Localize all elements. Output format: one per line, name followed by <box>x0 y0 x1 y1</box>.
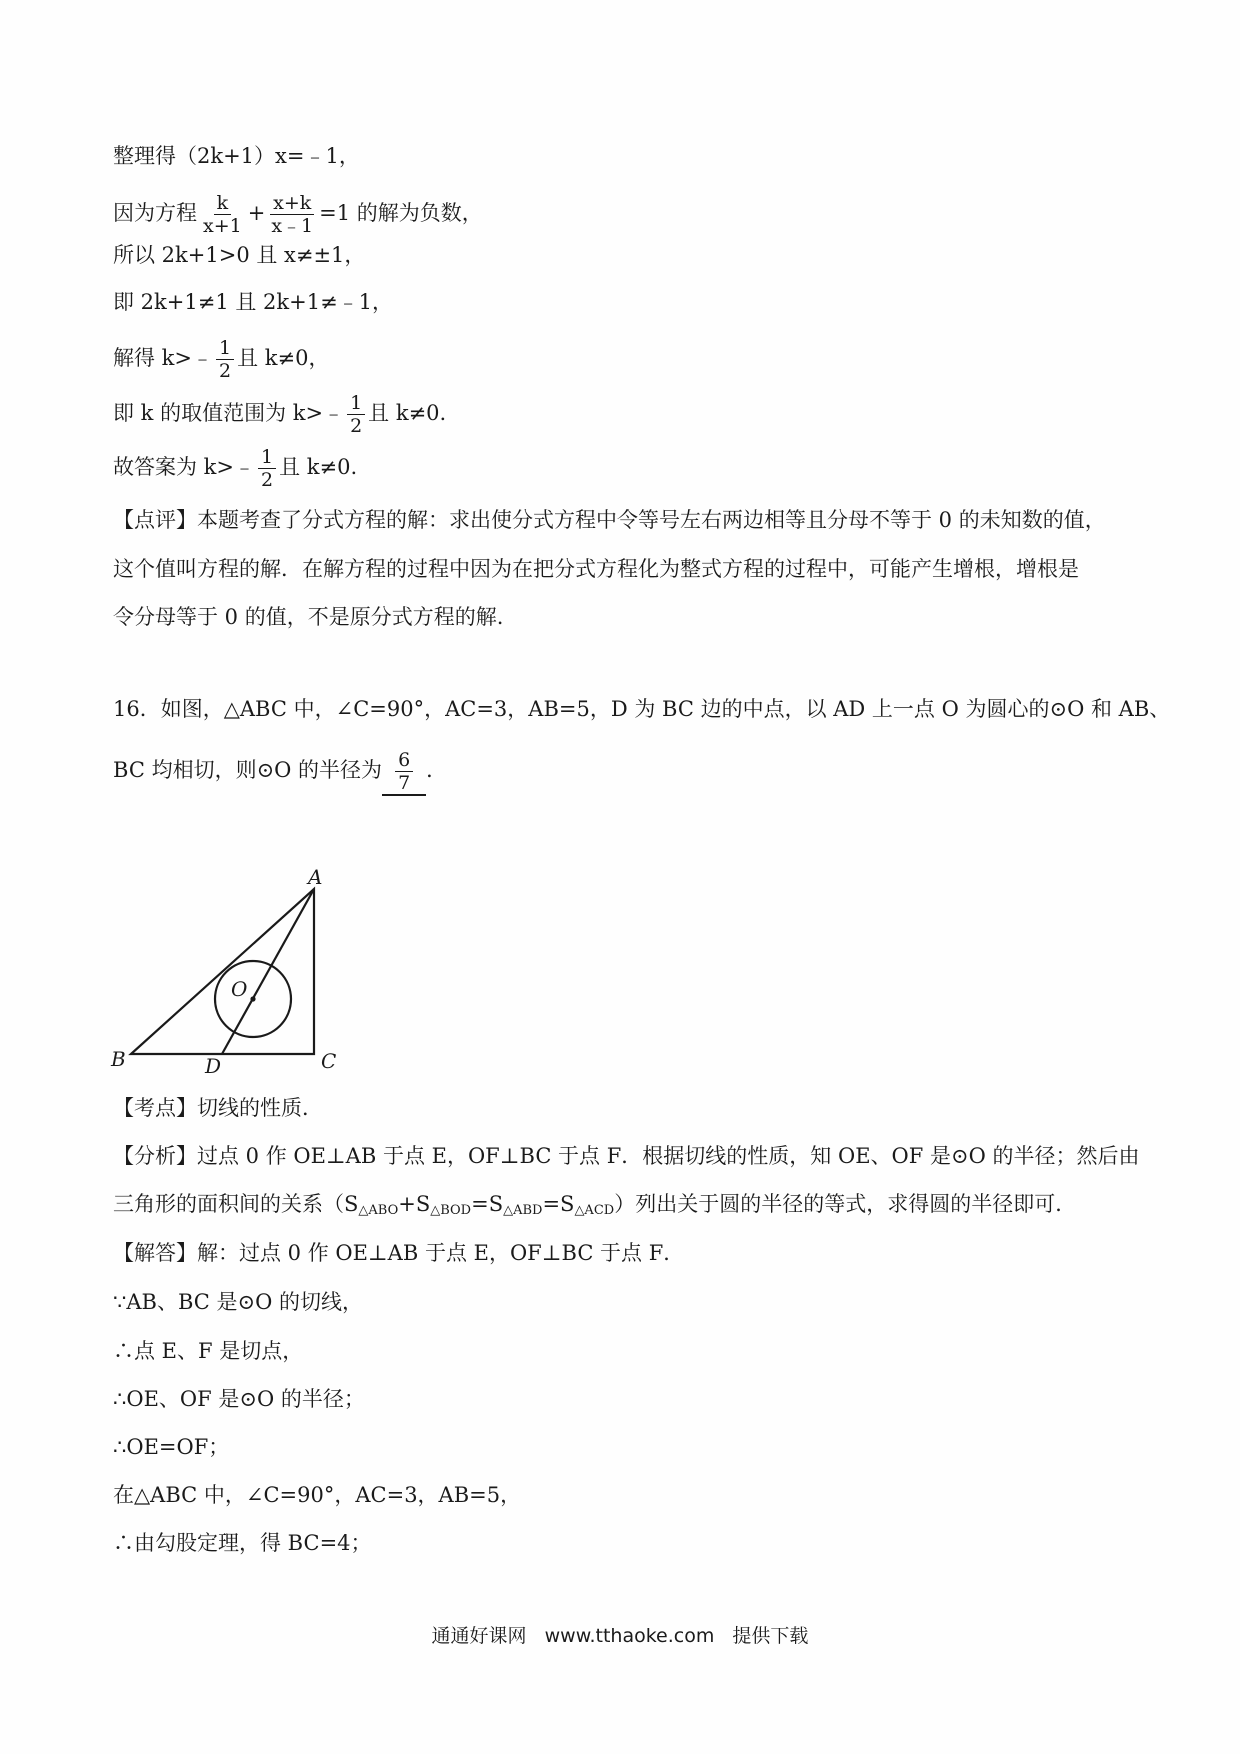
fraction <box>268 192 316 237</box>
step-line: ∵AB、BC 是⊙O 的切线， <box>113 1290 364 1314</box>
comment-line: 这个值叫方程的解．在解方程的过程中因为在把分式方程化为整式方程的过程中，可能产生增根，增根是 <box>113 557 1079 581</box>
segment-ad <box>222 889 314 1054</box>
text: 故答案为 k>﹣ <box>113 455 255 479</box>
denominator: x﹣1 <box>271 215 314 237</box>
kaodian-line: 【考点】切线的性质． <box>113 1096 323 1120</box>
fraction <box>200 192 245 237</box>
subscript: △ABO <box>358 1203 399 1218</box>
fraction <box>347 392 365 437</box>
label-c: C <box>321 1049 337 1073</box>
numerator: x+k <box>270 192 314 215</box>
numerator: k <box>214 192 232 215</box>
triangle-figure <box>105 860 355 1075</box>
label-b: B <box>111 1047 126 1071</box>
footer-url: www.tthaoke.com <box>544 1625 715 1647</box>
text: =S <box>542 1192 575 1216</box>
text: ． <box>426 758 448 782</box>
footer-site: 通通好课网 <box>431 1625 527 1647</box>
triangle-abc <box>131 889 314 1054</box>
numerator: 1 <box>216 337 234 360</box>
step-line: ∴OE=OF； <box>113 1435 230 1459</box>
solution-line: 即 2k+1≠1 且 2k+1≠﹣1， <box>113 290 394 314</box>
operator: + <box>247 201 266 225</box>
footer-action: 提供下载 <box>732 1625 809 1647</box>
text: 三角形的面积间的关系（S <box>113 1192 359 1216</box>
center-point-o <box>250 996 255 1001</box>
text: 且 k≠0. <box>368 401 447 425</box>
text: =S <box>471 1192 504 1216</box>
fraction <box>258 446 276 491</box>
subscript: △BOD <box>430 1203 472 1218</box>
subscript: △ACD <box>574 1203 615 1218</box>
label-o: O <box>231 977 248 1001</box>
text: 解得 k>﹣ <box>113 346 213 370</box>
solution-line-equation <box>113 192 483 237</box>
denominator: 2 <box>219 360 232 382</box>
label-a: A <box>308 865 323 889</box>
denominator: 7 <box>398 772 411 794</box>
solution-line-fraction <box>113 446 357 491</box>
comment-line: 【点评】本题考查了分式方程的解：求出使分式方程中令等号左右两边相等且分母不等于 0 的未知数的值， <box>113 508 1106 532</box>
step-line: ∴点 E、F 是切点， <box>113 1339 304 1363</box>
denominator: x+1 <box>203 215 242 237</box>
question-16-line: 16．如图，△ABC 中，∠C=90°，AC=3，AB=5，D 为 BC 边的中点，以 AD 上一点 O 为圆心的⊙O 和 AB、 <box>113 697 1171 721</box>
text: BC 均相切，则⊙O 的半径为 <box>113 758 383 782</box>
analysis-line-areas <box>113 1189 1076 1226</box>
analysis-line: 【分析】过点 0 作 OE⊥AB 于点 E，OF⊥BC 于点 F．根据切线的性质，知 OE、OF 是⊙O 的半径；然后由 <box>113 1144 1140 1168</box>
numerator: 1 <box>258 446 276 469</box>
solution-line: 所以 2k+1>0 且 x≠±1， <box>113 243 366 267</box>
text: 即 k 的取值范围为 k>﹣ <box>113 401 345 425</box>
step-line: ∴OE、OF 是⊙O 的半径； <box>113 1387 365 1411</box>
label-d: D <box>205 1054 222 1075</box>
step-line: ∴由勾股定理，得 BC=4； <box>113 1531 372 1555</box>
answer-line: 【解答】解：过点 0 作 OE⊥AB 于点 E，OF⊥BC 于点 F． <box>113 1241 685 1265</box>
numerator: 6 <box>395 749 413 772</box>
text: 且 k≠0. <box>279 455 358 479</box>
text: 且 k≠0， <box>237 346 330 370</box>
numerator: 1 <box>347 392 365 415</box>
text: =1 的解为负数， <box>319 201 483 225</box>
answer-fraction <box>395 749 413 794</box>
denominator: 2 <box>350 415 363 437</box>
solution-line: 整理得（2k+1）x=﹣1， <box>113 144 360 168</box>
solution-line-fraction <box>113 392 446 437</box>
answer-blank <box>382 749 426 796</box>
text: 因为方程 <box>113 201 197 225</box>
text: ）列出关于圆的半径的等式，求得圆的半径即可． <box>614 1192 1077 1216</box>
step-line: 在△ABC 中，∠C=90°，AC=3，AB=5， <box>113 1483 522 1507</box>
solution-line-fraction <box>113 337 329 382</box>
question-16-answer-line <box>113 749 447 796</box>
text: +S <box>398 1192 431 1216</box>
fraction <box>216 337 234 382</box>
page-footer <box>0 1621 1240 1648</box>
subscript: △ABD <box>503 1203 543 1218</box>
denominator: 2 <box>261 469 274 491</box>
comment-line: 令分母等于 0 的值，不是原分式方程的解. <box>113 605 504 629</box>
